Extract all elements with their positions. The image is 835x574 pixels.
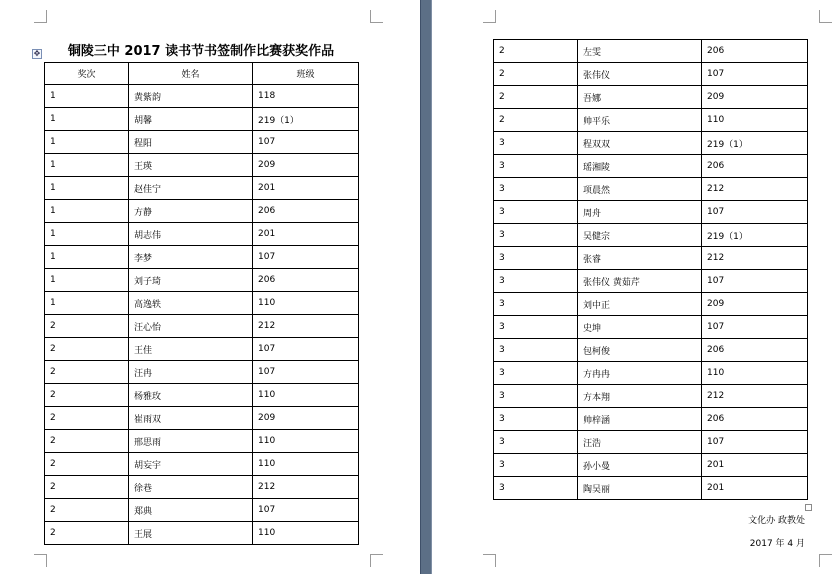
table-move-handle-icon[interactable]: ✥ [33, 49, 41, 58]
table-header-row [45, 63, 359, 85]
cell-name[interactable]: 帅梓涵 [578, 408, 702, 431]
table-row [45, 453, 359, 476]
cell-class[interactable]: 110 [253, 384, 359, 407]
cell-award[interactable]: 1 [45, 85, 129, 108]
cell-award[interactable]: 3 [494, 201, 578, 224]
cell-award[interactable]: 2 [494, 63, 578, 86]
header-class: 班级 [253, 63, 359, 85]
document-page-2 [432, 0, 835, 574]
cell-name[interactable]: 瑶湘陵 [578, 155, 702, 178]
cell-award[interactable]: 2 [45, 361, 129, 384]
cell-name[interactable]: 包柯俊 [578, 339, 702, 362]
cell-class[interactable]: 209 [702, 86, 808, 109]
table-row [494, 86, 808, 109]
table-row [494, 477, 808, 500]
cell-class[interactable]: 110 [702, 362, 808, 385]
cell-name[interactable]: 郑典 [129, 499, 253, 522]
table-row [45, 522, 359, 545]
table-row [45, 131, 359, 154]
crop-mark [34, 10, 47, 23]
table-row [494, 270, 808, 293]
cell-name[interactable]: 方冉冉 [578, 362, 702, 385]
table-row [494, 454, 808, 477]
footer-date: 2017 年 4 月 [749, 539, 805, 549]
table-row [494, 316, 808, 339]
cell-name[interactable]: 程双双 [578, 132, 702, 155]
cell-name[interactable]: 李梦 [129, 246, 253, 269]
cell-name[interactable]: 帅平乐 [578, 109, 702, 132]
cell-class[interactable]: 110 [253, 522, 359, 545]
table-row [494, 201, 808, 224]
cell-class[interactable]: 201 [253, 177, 359, 200]
cell-class[interactable]: 206 [702, 408, 808, 431]
cell-class[interactable]: 209 [702, 293, 808, 316]
header-award: 奖次 [45, 63, 129, 85]
cell-award[interactable]: 2 [45, 384, 129, 407]
award-table-page-2[interactable] [493, 39, 808, 500]
table-row [45, 407, 359, 430]
cell-class[interactable]: 107 [702, 270, 808, 293]
cell-class[interactable]: 110 [253, 430, 359, 453]
table-row [494, 63, 808, 86]
cell-class[interactable]: 206 [253, 200, 359, 223]
cell-name[interactable]: 孙小曼 [578, 454, 702, 477]
table-row [494, 132, 808, 155]
cell-name[interactable]: 崔雨双 [129, 407, 253, 430]
cell-award[interactable]: 2 [45, 407, 129, 430]
table-row [45, 85, 359, 108]
cell-name[interactable]: 陶吴丽 [578, 477, 702, 500]
cell-class[interactable]: 107 [253, 338, 359, 361]
cell-name[interactable]: 张伟仪 黄茹芹 [578, 270, 702, 293]
cell-award[interactable]: 3 [494, 477, 578, 500]
cell-class[interactable]: 107 [702, 316, 808, 339]
cell-award[interactable]: 1 [45, 131, 129, 154]
crop-mark [370, 554, 383, 567]
table-row [494, 408, 808, 431]
cell-name[interactable]: 高逸轶 [129, 292, 253, 315]
table-row [494, 155, 808, 178]
cell-award[interactable]: 3 [494, 224, 578, 247]
cell-award[interactable]: 2 [45, 315, 129, 338]
table-row [45, 292, 359, 315]
cell-class[interactable]: 219（1） [253, 108, 359, 131]
cell-class[interactable]: 206 [702, 155, 808, 178]
table-row [45, 200, 359, 223]
crop-mark [370, 10, 383, 23]
cell-award[interactable]: 2 [494, 40, 578, 63]
cell-class[interactable]: 201 [702, 454, 808, 477]
cell-name[interactable]: 邢思雨 [129, 430, 253, 453]
cell-name[interactable]: 赵佳宁 [129, 177, 253, 200]
cell-class[interactable]: 107 [253, 361, 359, 384]
cell-award[interactable]: 2 [45, 522, 129, 545]
cell-name[interactable]: 项晨然 [578, 178, 702, 201]
cell-award[interactable]: 3 [494, 155, 578, 178]
cell-award[interactable]: 2 [45, 453, 129, 476]
cell-name[interactable]: 周舟 [578, 201, 702, 224]
table-row [45, 177, 359, 200]
table-row [494, 247, 808, 270]
cell-class[interactable]: 212 [253, 476, 359, 499]
cell-class[interactable]: 107 [253, 499, 359, 522]
cell-name[interactable]: 吴健宗 [578, 224, 702, 247]
cell-award[interactable]: 1 [45, 154, 129, 177]
table-row [45, 476, 359, 499]
cell-award[interactable]: 1 [45, 177, 129, 200]
table-row [494, 385, 808, 408]
crop-mark [483, 10, 496, 23]
cell-class[interactable]: 107 [702, 431, 808, 454]
table-row [494, 431, 808, 454]
cell-class[interactable]: 107 [702, 201, 808, 224]
crop-mark [819, 10, 832, 23]
cell-award[interactable]: 3 [494, 132, 578, 155]
cell-name[interactable]: 黄紫韵 [129, 85, 253, 108]
cell-name[interactable]: 史坤 [578, 316, 702, 339]
cell-award[interactable]: 3 [494, 270, 578, 293]
crop-mark [483, 554, 496, 567]
table-row [494, 224, 808, 247]
cell-name[interactable]: 王佳 [129, 338, 253, 361]
cell-award[interactable]: 2 [45, 338, 129, 361]
cell-name[interactable]: 张伟仪 [578, 63, 702, 86]
cell-class[interactable]: 201 [253, 223, 359, 246]
cell-class[interactable]: 206 [702, 40, 808, 63]
cell-name[interactable]: 胡馨 [129, 108, 253, 131]
cell-name[interactable]: 汪浩 [578, 431, 702, 454]
document-title: 铜陵三中 2017 读书节书签制作比赛获奖作品 [67, 44, 335, 59]
cell-award[interactable]: 1 [45, 292, 129, 315]
cell-name[interactable]: 程阳 [129, 131, 253, 154]
cell-class[interactable]: 212 [702, 247, 808, 270]
cell-award[interactable]: 3 [494, 339, 578, 362]
table-row [45, 223, 359, 246]
cell-class[interactable]: 110 [253, 292, 359, 315]
table-row [494, 362, 808, 385]
table-row [45, 108, 359, 131]
cell-class[interactable]: 110 [253, 453, 359, 476]
table-row [494, 178, 808, 201]
table-row [45, 430, 359, 453]
cell-award[interactable]: 3 [494, 454, 578, 477]
cell-name[interactable]: 徐巷 [129, 476, 253, 499]
cell-name[interactable]: 张睿 [578, 247, 702, 270]
cell-award[interactable]: 3 [494, 431, 578, 454]
cell-name[interactable]: 胡志伟 [129, 223, 253, 246]
cell-name[interactable]: 方本翔 [578, 385, 702, 408]
crop-mark [34, 554, 47, 567]
cell-name[interactable]: 吾娜 [578, 86, 702, 109]
table-resize-handle[interactable] [805, 504, 812, 511]
cell-class[interactable]: 201 [702, 477, 808, 500]
table-row [494, 293, 808, 316]
table-row [45, 315, 359, 338]
table-row [45, 269, 359, 292]
table-row [45, 338, 359, 361]
cell-award[interactable]: 1 [45, 108, 129, 131]
cell-class[interactable]: 212 [702, 385, 808, 408]
cell-class[interactable]: 107 [253, 246, 359, 269]
table-row [45, 499, 359, 522]
crop-mark [819, 554, 832, 567]
cell-class[interactable]: 219（1） [702, 224, 808, 247]
cell-class[interactable]: 118 [253, 85, 359, 108]
cell-name[interactable]: 王展 [129, 522, 253, 545]
cell-award[interactable]: 1 [45, 246, 129, 269]
cell-name[interactable]: 王瑛 [129, 154, 253, 177]
header-name: 姓名 [129, 63, 253, 85]
cell-award[interactable]: 1 [45, 269, 129, 292]
cell-name[interactable]: 刘中正 [578, 293, 702, 316]
cell-class[interactable]: 219（1） [702, 132, 808, 155]
cell-class[interactable]: 110 [702, 109, 808, 132]
cell-class[interactable]: 206 [702, 339, 808, 362]
cell-award[interactable]: 2 [45, 499, 129, 522]
cell-award[interactable]: 1 [45, 200, 129, 223]
cell-award[interactable]: 1 [45, 223, 129, 246]
cell-class[interactable]: 107 [253, 131, 359, 154]
award-table-page-1[interactable] [44, 62, 359, 545]
cell-award[interactable]: 3 [494, 293, 578, 316]
cell-class[interactable]: 209 [253, 154, 359, 177]
cell-class[interactable]: 107 [702, 63, 808, 86]
cell-name[interactable]: 方静 [129, 200, 253, 223]
cell-class[interactable]: 212 [702, 178, 808, 201]
cell-award[interactable]: 2 [494, 109, 578, 132]
cell-class[interactable]: 209 [253, 407, 359, 430]
table-row [494, 339, 808, 362]
cell-award[interactable]: 2 [45, 476, 129, 499]
table-row [494, 40, 808, 63]
cell-award[interactable]: 2 [45, 430, 129, 453]
table-row [45, 361, 359, 384]
cell-award[interactable]: 3 [494, 385, 578, 408]
cell-class[interactable]: 212 [253, 315, 359, 338]
footer-office: 文化办 政教处 [748, 516, 805, 526]
table-row [494, 109, 808, 132]
table-row [45, 154, 359, 177]
cell-name[interactable]: 汪心怡 [129, 315, 253, 338]
cell-award[interactable]: 3 [494, 316, 578, 339]
cell-award[interactable]: 3 [494, 178, 578, 201]
cell-name[interactable]: 汪冉 [129, 361, 253, 384]
cell-award[interactable]: 3 [494, 408, 578, 431]
cell-award[interactable]: 2 [494, 86, 578, 109]
table-row [45, 246, 359, 269]
cell-award[interactable]: 3 [494, 247, 578, 270]
cell-name[interactable]: 胡妄宇 [129, 453, 253, 476]
cell-name[interactable]: 左雯 [578, 40, 702, 63]
cell-name[interactable]: 杨雅玫 [129, 384, 253, 407]
cell-award[interactable]: 3 [494, 362, 578, 385]
page-gutter [420, 0, 432, 574]
table-row [45, 384, 359, 407]
cell-class[interactable]: 206 [253, 269, 359, 292]
cell-name[interactable]: 刘子琦 [129, 269, 253, 292]
